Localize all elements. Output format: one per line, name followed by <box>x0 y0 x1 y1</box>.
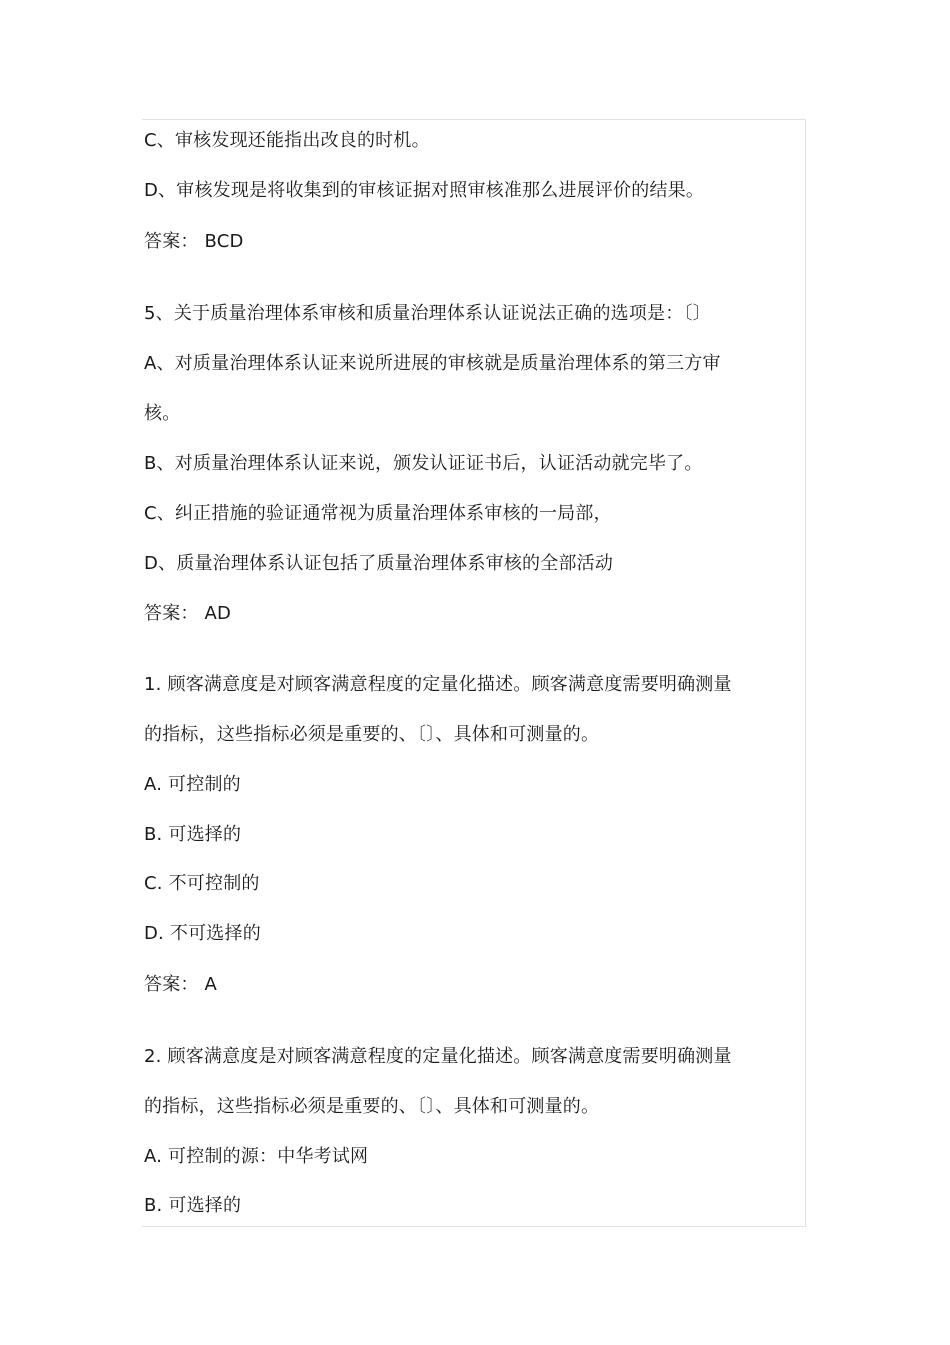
option-a-q2: A. 可控制的源：中华考试网 <box>144 1146 369 1167</box>
option-d-q1: D. 不可选择的 <box>144 923 261 944</box>
option-d-q5: D、质量治理体系认证包括了质量治理体系审核的全部活动 <box>144 553 614 574</box>
question-1-line2: 的指标，这些指标必须是重要的、〔〕、具体和可测量的。 <box>144 724 600 745</box>
question-5: 5、关于质量治理体系审核和质量治理体系认证说法正确的选项是：〔〕 <box>144 303 711 324</box>
question-1-line1: 1. 顾客满意度是对顾客满意程度的定量化描述。顾客满意度需要明确测量 <box>144 674 732 695</box>
answer-q5: 答案： AD <box>144 603 232 624</box>
option-c-q5: C、纠正措施的验证通常视为质量治理体系审核的一局部， <box>144 503 612 524</box>
option-d-q4: D、审核发现是将收集到的审核证据对照审核准那么进展评价的结果。 <box>144 180 705 201</box>
answer-q1: 答案： A <box>144 974 218 995</box>
option-b-q2: B. 可选择的 <box>144 1195 242 1216</box>
question-2-line2: 的指标，这些指标必须是重要的、〔〕、具体和可测量的。 <box>144 1096 600 1117</box>
answer-q4: 答案： BCD <box>144 231 244 252</box>
option-c-q1: C. 不可控制的 <box>144 873 260 894</box>
option-c-q4: C、审核发现还能指出改良的时机。 <box>144 130 430 151</box>
option-a-q5-line1: A、对质量治理体系认证来说所进展的审核就是质量治理体系的第三方审 <box>144 353 721 374</box>
option-a-q1: A. 可控制的 <box>144 774 241 795</box>
option-b-q5: B、对质量治理体系认证来说，颁发认证证书后，认证活动就完毕了。 <box>144 453 703 474</box>
option-a-q5-line2: 核。 <box>144 403 181 424</box>
question-2-line1: 2. 顾客满意度是对顾客满意程度的定量化描述。顾客满意度需要明确测量 <box>144 1046 732 1067</box>
option-b-q1: B. 可选择的 <box>144 824 242 845</box>
